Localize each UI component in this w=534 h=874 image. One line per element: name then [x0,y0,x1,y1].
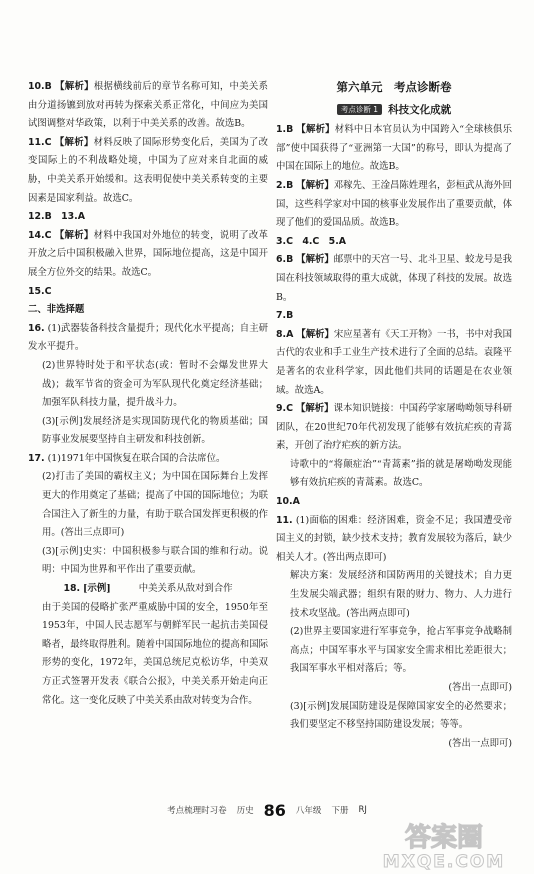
watermark-bottom: MXQE.COM [382,852,506,870]
watermark-logo [368,818,520,870]
answer-item [276,679,512,698]
answer-text: 材料反映了国际形势变化后，美国为了改变国际上的不利战略处境，中国为了应对来自北面的威胁，中美关系开始缓和。这表明促使中美关系转变的主要因素是国家利益。故选C。 [28,136,268,204]
answer-text: (3)[示例]发展国防建设是保障国家安全的必然要求；我们要坚定不移坚持国防建设发展；等等。 [290,700,512,731]
watermark-top: 答案圈 [404,823,484,853]
answer-number: 1.B [276,124,294,136]
answer-item [276,233,512,252]
answer-item [276,326,512,400]
page-number: 86 [263,800,286,820]
answer-text: (答出一点即可) [448,737,512,749]
answer-number: 15.C [28,285,52,297]
answer-item [276,400,512,456]
answer-item [276,623,512,679]
unit-title: 第六单元 考点诊断卷 [336,80,452,94]
analysis-tag: 【解析】 [55,81,94,92]
section-badge: 考点诊断 1 [337,104,382,115]
section-header [276,101,512,120]
answer-item [28,134,268,208]
answer-text: (2)世界主要国家进行军事竞争，抢占军事竞争战略制高点；中国军事水平与国家安全需求相比差距很大；我国军事水平相对落后；等。 [290,626,512,675]
answer-item [276,698,512,735]
answer-text: (1)1971年中国恢复在联合国的合法席位。 [47,452,226,464]
answer-text: (1)面临的困难：经济困难，资金不足；我国遭受帝国主义的封锁，缺少技术支持；教育发展较为落后，缺少相关人才。(答出两点即可) [276,514,512,563]
left-column [28,78,268,710]
answer-item [276,177,512,233]
answer-item [276,121,512,177]
answer-number: 2.B [276,179,294,191]
answer-text: 二、非选择题 [28,304,85,316]
answer-number: 16. [28,322,45,334]
answer-item [28,78,268,134]
answer-item [276,307,512,326]
analysis-tag: 【解析】 [296,179,334,191]
answer-item [28,320,268,357]
footer-edition: RJ [358,805,367,815]
footer-series: 考点梳理时习卷 [167,806,227,816]
answer-text: (2)打击了美国的霸权主义；为中国在国际舞台上发挥更大的作用奠定了基础；提高了中国的国际地位；为联合国注入了新生的力量，有助于联合国发挥更积极的作用。(答出三点即可) [42,471,268,539]
analysis-tag: 【解析】 [54,229,94,241]
answer-item [28,227,268,283]
answer-text: (3)[示例]发展经济是实现国防现代化的物质基础；国防事业发展要坚持自主研发和科技创新。 [42,415,268,446]
answer-text: 宋应星著有《天工开物》一书，书中对我国古代的农业和手工业生产技术进行了全面的总结。袁隆平是著名的农业科学家，因此他们共同的话题是在农业领域。故选A。 [276,328,512,396]
footer-grade: 八年级 [295,806,322,816]
right-column [276,78,512,753]
answer-text: 由于美国的侵略扩张严重威胁中国的安全，1950年至1953年，中国人民志愿军与朝鲜军民一起抗击美国侵略者，最终取得胜利。随着中国国际地位的提高和国际形势的变化，1972年，美国总统尼克松访华，中美双方正式签署开发表《联合公报》，中美关系开始走向正常化。这一变化反映了中美关系由敌对转变为合作。 [42,601,268,706]
analysis-tag: 【解析】 [296,124,335,136]
answer-item [276,567,512,623]
answer-text: (2)世界特时处于和平状态(或：暂时不会爆发世界大战)；裁军节省的资金可为军队现代化奠定经济基础；加强军队科技力量，提升战斗力。 [42,359,268,409]
answer-text: 邓稼先、王淦昌陈姓理名，彭桓武从海外回国，这些科学家对中国的核事业发展作出了重要贡献，体现了他们的爱国品质。故选B。 [276,179,512,229]
answer-number: 7.B [276,310,294,322]
answer-text: 中美关系从敌对到合作 [138,583,233,595]
answer-item [28,543,268,580]
answer-item [276,735,512,754]
answer-text: (答出一点即可) [448,682,512,693]
answer-text: 根据横线前后的章节名称可知，中美关系由分道扬镳到放对再转为探索关系正常化，中间应为美国试图调整对华政策，以利于中美关系的改善。故选B。 [28,81,268,130]
answer-item [276,512,512,568]
answer-text: 解决方案：发展经济和国防两用的关键技术；自力更生发展尖端武器；组织有限的财力、物力、人力进行技术攻坚战。(答出两点即可) [290,570,512,619]
answer-number: 14.C [28,229,52,241]
answer-item [28,283,268,302]
answer-number: 10.A [276,496,300,508]
answer-item [28,357,268,413]
analysis-tag: 【解析】 [295,403,334,415]
right-answers [276,121,512,753]
answer-number: 11.C [28,136,52,148]
analysis-tag: [示例] [83,583,111,595]
answer-text: 诗歌中的“将颠症治”“青蒿素”指的就是屠呦呦发现能够有效抗疟疾的青蒿素。故选C。 [290,458,512,489]
analysis-tag: 【解析】 [296,254,334,266]
answer-text: (1)武器装备科技含量提升；现代化水平提高；自主研发水平提升。 [28,322,268,353]
answer-number: 17. [28,452,45,464]
answer-text: 课本知识链接：中国药学家屠呦呦领导科研团队，在20世纪70年代初发现了能够有效抗疟疾的青蒿素，开创了治疗疟疾的新方法。 [276,403,512,452]
answer-item [28,208,268,227]
answer-text: 材料中日本官员认为中国跨入“全球核俱乐部”使中国获得了“亚洲第一大国”的称号，即认为提高了中国在国际上的地位。故选B。 [276,124,512,173]
answer-item [276,456,512,493]
answer-item [28,413,268,450]
answer-item [28,450,268,469]
answer-item [28,599,268,711]
answer-item [276,251,512,307]
section-title: 科技文化成就 [388,103,452,116]
answer-number: 18. [63,583,81,595]
answer-number: 10.B [28,81,52,92]
answer-text: 材料中我国对外地位的转变，说明了改革开放之后中国积极融入世界，国际地位提高，这是中国开展全方位外交的结果。故选C。 [28,229,268,278]
analysis-tag: 【解析】 [54,136,94,148]
answer-text: 邮票中的天宫一号、北斗卫星、蛟龙号是我国在科技领域取得的重大成就，体现了科技的发展。故选B。 [276,254,512,303]
answer-number: 8.A [276,328,294,340]
footer-subject: 历史 [236,806,254,816]
analysis-tag: 【解析】 [296,328,334,340]
answer-number: 12.B 13.A [28,211,85,223]
answer-text: (3)[示例]史实：中国积极参与联合国的维和行动。说明：中国为世界和平作出了重要贡献。 [42,545,268,576]
footer-term: 下册 [331,806,349,816]
section-heading [28,301,268,320]
answer-item [28,580,268,599]
answer-item [276,493,512,512]
answer-number: 11. [276,514,293,526]
answer-item [28,468,268,542]
answer-number: 6.B [276,254,294,266]
answer-number: 3.C 4.C 5.A [276,235,347,247]
answer-number: 9.C [276,403,293,415]
